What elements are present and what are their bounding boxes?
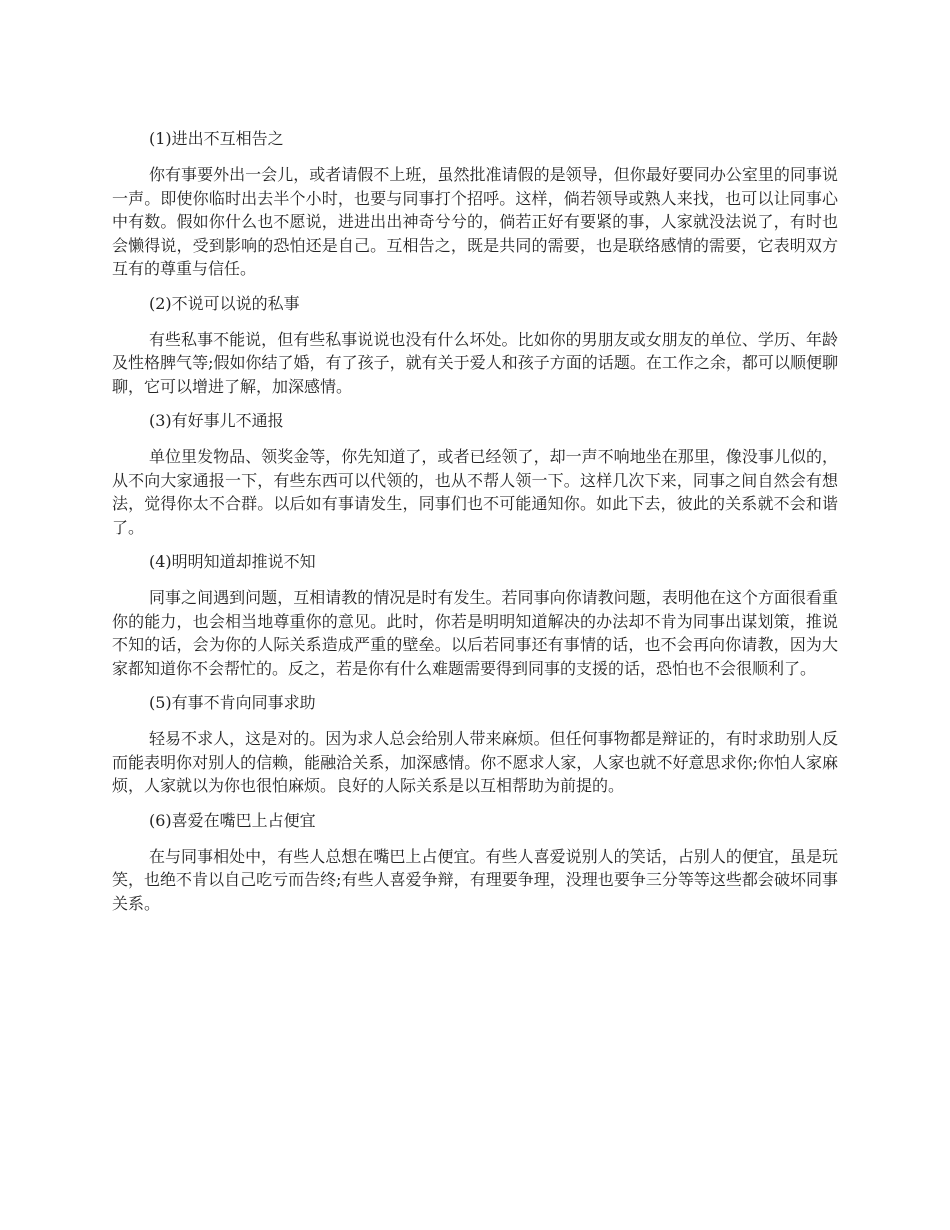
- section-heading-6: (6)喜爱在嘴巴上占便宜: [149, 810, 316, 830]
- section-heading-4: (4)明明知道却推说不知: [149, 552, 316, 571]
- document-page: [112, 118, 838, 925]
- section-paragraph-5: 轻易不求人，这是对的。因为求人总会给别人带来麻烦。但任何事物都是辩证的，有时求助别人反而能表明你对别人的信赖，能融洽关系，加深感情。你不愿求人家，人家也就不好意思求你;你怕人家麻烦，人家就以为你也很怕麻烦。良好的人际关系是以互相帮助为前提的。: [112, 729, 838, 795]
- section-heading-5: (5)有事不肯向同事求助: [149, 693, 316, 712]
- section-paragraph-1: 你有事要外出一会儿，或者请假不上班，虽然批准请假的是领导，但你最好要同办公室里的同事说一声。即使你临时出去半个小时，也要与同事打个招呼。这样，倘若领导或熟人来找，也可以让同事心中有数。假如你什么也不愿说，进进出出神奇兮兮的，倘若正好有要紧的事，人家就没法说了，有时也会懒得说，受到影响的恐怕还是自己。互相告之，既是共同的需要，也是联络感情的需要，它表明双方互有的尊重与信任。: [112, 165, 838, 278]
- section-paragraph-2: 有些私事不能说，但有些私事说说也没有什么坏处。比如你的男朋友或女朋友的单位、学历、年龄及性格脾气等;假如你结了婚，有了孩子，就有关于爱人和孩子方面的话题。在工作之余，都可以顺便聊聊，它可以增进了解，加深感情。: [112, 329, 838, 396]
- section-heading-3: (3)有好事儿不通报: [149, 411, 284, 430]
- section-paragraph-4: 同事之间遇到问题，互相请教的情况是时有发生。若同事向你请教问题，表明他在这个方面很看重你的能力，也会相当地尊重你的意见。此时，你若是明明知道解决的办法却不肯为同事出谋划策，推说不知的话，会为你的人际关系造成严重的壁垒。以后若同事还有事情的话，也不会再向你请教，因为大家都知道你不会帮忙的。反之，若是你有什么难题需要得到同事的支援的话，恐怕也不会很顺利了。: [112, 588, 838, 678]
- section-heading-1: (1)进出不互相告之: [149, 129, 284, 148]
- section-heading-2: (2)不说可以说的私事: [149, 293, 300, 313]
- section-paragraph-6: 在与同事相处中，有些人总想在嘴巴上占便宜。有些人喜爱说别人的笑话，占别人的便宜，虽是玩笑，也绝不肯以自己吃亏而告终;有些人喜爱争辩，有理要争理，没理也要争三分等等这些都会破坏同事关系。: [112, 846, 838, 913]
- section-paragraph-3: 单位里发物品、领奖金等，你先知道了，或者已经领了，却一声不响地坐在那里，像没事儿似的，从不向大家通报一下，有些东西可以代领的，也从不帮人领一下。这样几次下来，同事之间自然会有想法，觉得你太不合群。以后如有事请发生，同事们也不可能通知你。如此下去，彼此的关系就不会和谐了。: [112, 447, 838, 537]
